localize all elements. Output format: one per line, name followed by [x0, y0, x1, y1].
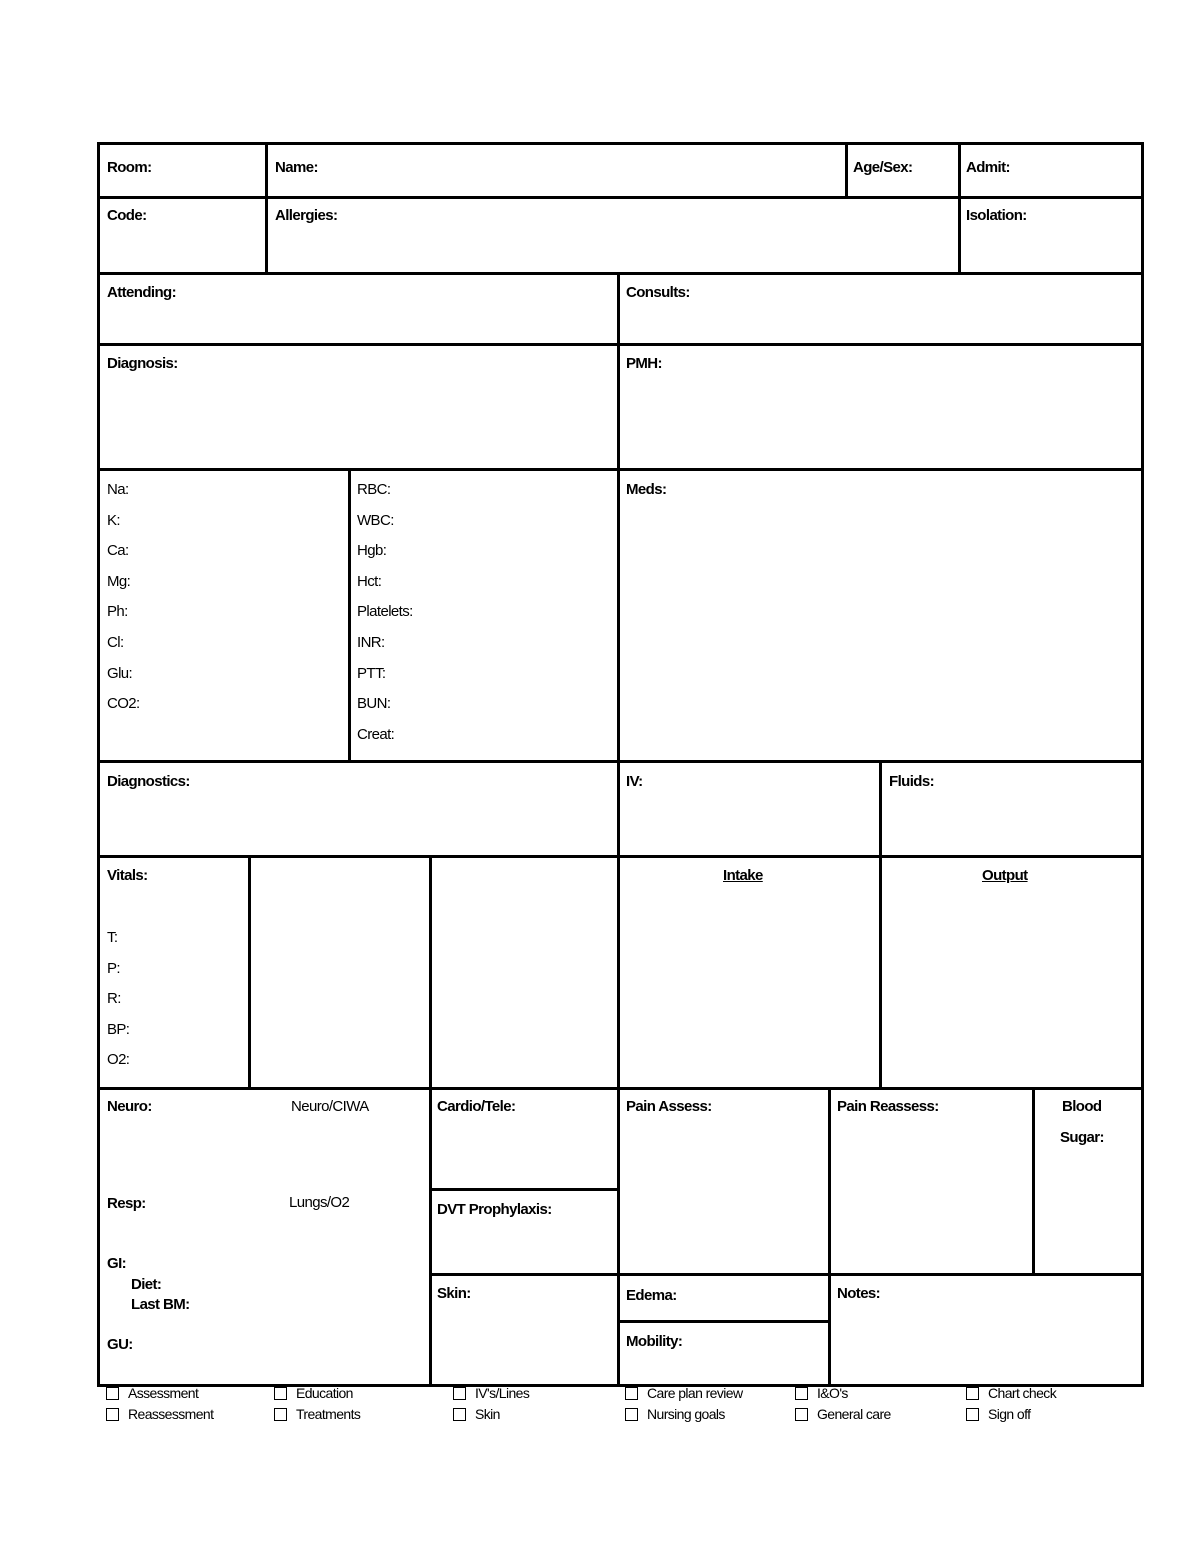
consults-label: Consults: — [626, 284, 690, 301]
lab-label: Na: — [107, 481, 129, 498]
checklist-label: Assessment — [128, 1385, 199, 1401]
neuro-label: Neuro: — [107, 1098, 152, 1115]
lab-label: WBC: — [357, 511, 394, 529]
checklist-item[interactable] — [966, 1406, 1030, 1422]
diet-label: Diet: — [131, 1276, 162, 1293]
lab-label: INR: — [357, 634, 385, 651]
lab-label: CO2: — [107, 695, 140, 713]
output-label: Output — [982, 867, 1028, 884]
meds-label: Meds: — [626, 481, 667, 498]
dvt-label: DVT Prophylaxis: — [437, 1201, 552, 1218]
checklist-item[interactable] — [625, 1406, 725, 1422]
checklist-item[interactable] — [274, 1385, 353, 1401]
checkbox[interactable] — [274, 1387, 287, 1400]
lab-label: Ca: — [107, 542, 129, 560]
checkbox[interactable] — [966, 1387, 979, 1400]
allergies-label: Allergies: — [275, 207, 338, 224]
age-sex-label: Age/Sex: — [853, 159, 913, 176]
diagnostics-label: Diagnostics: — [107, 773, 190, 790]
vital-label: T: — [107, 929, 118, 946]
checklist-label: Chart check — [988, 1385, 1057, 1401]
resp-label: Resp: — [107, 1195, 146, 1212]
checklist-label: Sign off — [988, 1406, 1031, 1422]
chemistry-labs-cell[interactable] — [97, 468, 351, 763]
vitals-column-3[interactable] — [429, 855, 620, 1090]
neuro-ciwa-label: Neuro/CIWA — [291, 1098, 369, 1115]
vitals-label: Vitals: — [107, 867, 148, 884]
admit-label: Admit: — [966, 159, 1010, 176]
notes-label: Notes: — [837, 1285, 881, 1302]
cardio-label: Cardio/Tele: — [437, 1098, 516, 1115]
blood-sugar-label-line1: Blood — [1062, 1098, 1102, 1115]
lab-label: BUN: — [357, 695, 391, 713]
lab-label: Cl: — [107, 634, 124, 651]
gi-label: GI: — [107, 1255, 127, 1272]
lab-label: Creat: — [357, 725, 395, 743]
meds-cell[interactable] — [617, 468, 1144, 763]
pain-reassess-label: Pain Reassess: — [837, 1098, 939, 1115]
last-bm-label: Last BM: — [131, 1296, 190, 1313]
vital-label: P: — [107, 959, 120, 977]
checkbox[interactable] — [625, 1387, 638, 1400]
edema-label: Edema: — [626, 1287, 677, 1304]
lab-label: K: — [107, 511, 120, 529]
lab-label: Ph: — [107, 603, 128, 621]
output-cell[interactable] — [879, 855, 1144, 1090]
attending-label: Attending: — [107, 284, 176, 301]
iv-label: IV: — [626, 773, 643, 790]
gu-label: GU: — [107, 1336, 133, 1353]
checklist-item[interactable] — [274, 1406, 360, 1422]
pmh-label: PMH: — [626, 355, 662, 372]
pain-assess-label: Pain Assess: — [626, 1098, 712, 1115]
checklist-label: Treatments — [296, 1406, 361, 1422]
checklist-item[interactable] — [453, 1406, 500, 1422]
systems-cell[interactable] — [97, 1087, 432, 1387]
vital-label: BP: — [107, 1020, 130, 1038]
lab-label: Mg: — [107, 572, 131, 590]
mobility-label: Mobility: — [626, 1333, 683, 1350]
checklist-item[interactable] — [625, 1385, 742, 1401]
checkbox[interactable] — [106, 1387, 119, 1400]
checkbox[interactable] — [453, 1408, 466, 1421]
checkbox[interactable] — [966, 1408, 979, 1421]
checklist-item[interactable] — [795, 1385, 848, 1401]
fluids-label: Fluids: — [889, 773, 934, 790]
vital-label: O2: — [107, 1051, 130, 1068]
lab-label: PTT: — [357, 664, 386, 682]
code-label: Code: — [107, 207, 147, 224]
pain-assess-cell[interactable] — [617, 1087, 831, 1276]
checklist-label: Education — [296, 1385, 353, 1401]
lungs-o2-label: Lungs/O2 — [289, 1194, 350, 1211]
checklist-item[interactable] — [795, 1406, 891, 1422]
checkbox[interactable] — [106, 1408, 119, 1421]
checkbox[interactable] — [453, 1387, 466, 1400]
intake-cell[interactable] — [617, 855, 882, 1090]
lab-label: Platelets: — [357, 603, 413, 621]
blood-sugar-label-line2: Sugar: — [1060, 1129, 1104, 1146]
checklist-item[interactable] — [106, 1406, 213, 1422]
blood-sugar-cell[interactable] — [1032, 1087, 1144, 1276]
checkbox[interactable] — [625, 1408, 638, 1421]
checkbox[interactable] — [795, 1408, 808, 1421]
checklist-label: Reassessment — [128, 1406, 214, 1422]
intake-label: Intake — [723, 867, 763, 884]
lab-label: Glu: — [107, 664, 133, 682]
allergies-cell[interactable] — [265, 196, 961, 275]
checklist-label: Care plan review — [647, 1385, 743, 1401]
vitals-column-2[interactable] — [248, 855, 432, 1090]
checklist-label: Nursing goals — [647, 1406, 725, 1422]
vital-label: R: — [107, 990, 121, 1007]
iv-cell[interactable] — [617, 760, 882, 858]
isolation-label: Isolation: — [966, 207, 1027, 224]
consults-cell[interactable] — [617, 272, 1144, 346]
lab-label: Hct: — [357, 572, 382, 590]
checklist-label: Skin — [475, 1406, 500, 1422]
checklist-item[interactable] — [966, 1385, 1056, 1401]
checklist-label: General care — [817, 1406, 891, 1422]
name-label: Name: — [275, 159, 318, 176]
name-cell[interactable] — [265, 142, 848, 199]
pmh-cell[interactable] — [617, 343, 1144, 471]
checklist-item[interactable] — [453, 1385, 529, 1401]
checkbox[interactable] — [795, 1387, 808, 1400]
checkbox[interactable] — [274, 1408, 287, 1421]
lab-label: RBC: — [357, 481, 391, 498]
mobility-cell[interactable] — [617, 1320, 831, 1387]
lab-label: Hgb: — [357, 542, 387, 560]
room-label: Room: — [107, 159, 152, 176]
checklist-label: IV's/Lines — [475, 1385, 530, 1401]
skin-label: Skin: — [437, 1285, 471, 1302]
diagnosis-label: Diagnosis: — [107, 355, 178, 372]
checklist-item[interactable] — [106, 1385, 198, 1401]
pain-reassess-cell[interactable] — [828, 1087, 1035, 1276]
checklist-label: I&O's — [817, 1385, 848, 1401]
